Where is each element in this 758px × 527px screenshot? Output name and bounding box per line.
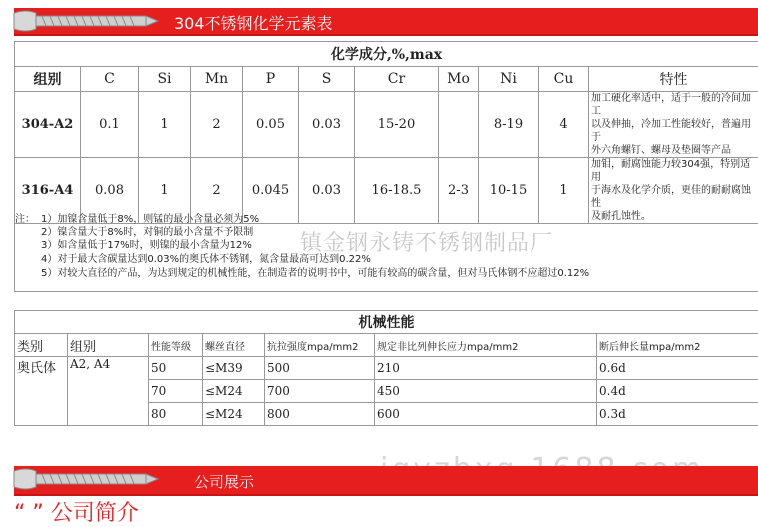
value-cell: 0.4d [597, 380, 758, 403]
table-row [15, 92, 758, 158]
table-row [15, 357, 758, 380]
header-cell: Si [139, 67, 191, 92]
value-cell: 2 [191, 158, 243, 224]
value-cell: 450 [375, 380, 597, 403]
header-cell: 类别 [15, 334, 68, 357]
value-cell: 0.6d [597, 357, 758, 380]
value-cell: 70 [149, 380, 203, 403]
section-title: 304不锈钢化学元素表 [174, 11, 333, 34]
value-cell: 50 [149, 357, 203, 380]
value-cell: 0.03 [299, 92, 355, 158]
trait-line: 外六角螺钉、螺母及垫圈等产品 [591, 144, 756, 157]
table-header-row [15, 67, 758, 92]
section-banner-company [14, 466, 758, 496]
value-cell: 15-20 [355, 92, 439, 158]
value-cell: 1 [539, 158, 589, 224]
note-item: 2）镍含量大于8%时，对铜的最小含量不予限制 [41, 226, 253, 240]
cut-off-heading: “ ” 公司简介 [14, 496, 139, 527]
header-cell: 规定非比列伸长应力mpa/mm2 [375, 334, 597, 357]
screw-icon [12, 468, 162, 490]
header-cell: P [243, 67, 299, 92]
table-caption: 机械性能 [15, 311, 758, 334]
value-cell: 800 [265, 403, 375, 426]
notes-prefix: 注： [15, 213, 35, 227]
value-cell: 0.03 [299, 158, 355, 224]
value-cell: 0.3d [597, 403, 758, 426]
note-item: 1）加镍含量低于8%，则锰的最小含量必须为5% [41, 213, 259, 227]
header-cell: Cr [355, 67, 439, 92]
watermark: 镇金钢永铸不锈钢制品厂 [300, 226, 553, 257]
grade-cell: 304-A2 [15, 92, 81, 158]
note-item: 3）如含量低于17%时，则镍的最小含量为12% [41, 239, 252, 253]
header-cell: C [81, 67, 139, 92]
note-item: 5）对较大直径的产品，为达到规定的机械性能，在制造者的说明书中，可能有较高的碳含量，但对马氏体钢不应超过0.12% [41, 267, 589, 281]
header-cell: 螺丝直径 [203, 334, 265, 357]
value-cell: 0.045 [243, 158, 299, 224]
value-cell: 2-3 [439, 158, 479, 224]
header-cell: Ni [479, 67, 539, 92]
value-cell: 1 [139, 92, 191, 158]
value-cell: 10-15 [479, 158, 539, 224]
trait-line: 于海水及化学介质，更佳的耐耐腐蚀性 [591, 184, 756, 210]
value-cell: 600 [375, 403, 597, 426]
value-cell: 1 [139, 158, 191, 224]
header-cell: Cu [539, 67, 589, 92]
trait-line: 加工硬化率适中，适于一般的冷间加工 [591, 92, 756, 118]
header-cell: 断后伸长量mpa/mm2 [597, 334, 758, 357]
value-cell: ≤M24 [203, 380, 265, 403]
value-cell: 8-19 [479, 92, 539, 158]
chemical-composition-table [14, 41, 758, 224]
value-cell: 0.1 [81, 92, 139, 158]
header-cell: Mo [439, 67, 479, 92]
value-cell: 0.08 [81, 158, 139, 224]
trait-line: 及耐孔蚀性。 [591, 210, 756, 223]
table-caption: 化学成分,%,max [15, 42, 758, 67]
value-cell: 500 [265, 357, 375, 380]
section-banner-chemical [14, 8, 758, 36]
trait-line: 以及伸抽，冷加工性能较好，普遍用于 [591, 118, 756, 144]
header-cell: Mn [191, 67, 243, 92]
note-item: 4）对于最大含碳量达到0.03%的奥氏体不锈钢，氮含量最高可达到0.22% [41, 253, 371, 267]
value-cell: 700 [265, 380, 375, 403]
table-header-row [15, 334, 758, 357]
header-cell: 组别 [15, 67, 81, 92]
section-title: 公司展示 [194, 471, 254, 492]
value-cell: 4 [539, 92, 589, 158]
mechanical-properties-table [14, 310, 758, 426]
value-cell [439, 92, 479, 158]
value-cell: 80 [149, 403, 203, 426]
grade-cell: 316-A4 [15, 158, 81, 224]
category-cell: 奥氏体 [15, 357, 68, 426]
screw-icon [12, 10, 162, 32]
header-cell: 抗拉强度mpa/mm2 [265, 334, 375, 357]
value-cell: 210 [375, 357, 597, 380]
group-cell: A2, A4 [68, 357, 149, 426]
header-cell: 组别 [68, 334, 149, 357]
trait-line: 加钼，耐腐蚀能力较304强，特别适用 [591, 158, 756, 184]
value-cell: ≤M24 [203, 403, 265, 426]
value-cell: 16-18.5 [355, 158, 439, 224]
header-cell: S [299, 67, 355, 92]
value-cell: 2 [191, 92, 243, 158]
header-cell: 特性 [589, 67, 758, 92]
trait-cell [589, 92, 758, 158]
value-cell: ≤M39 [203, 357, 265, 380]
value-cell: 0.05 [243, 92, 299, 158]
header-cell: 性能等级 [149, 334, 203, 357]
